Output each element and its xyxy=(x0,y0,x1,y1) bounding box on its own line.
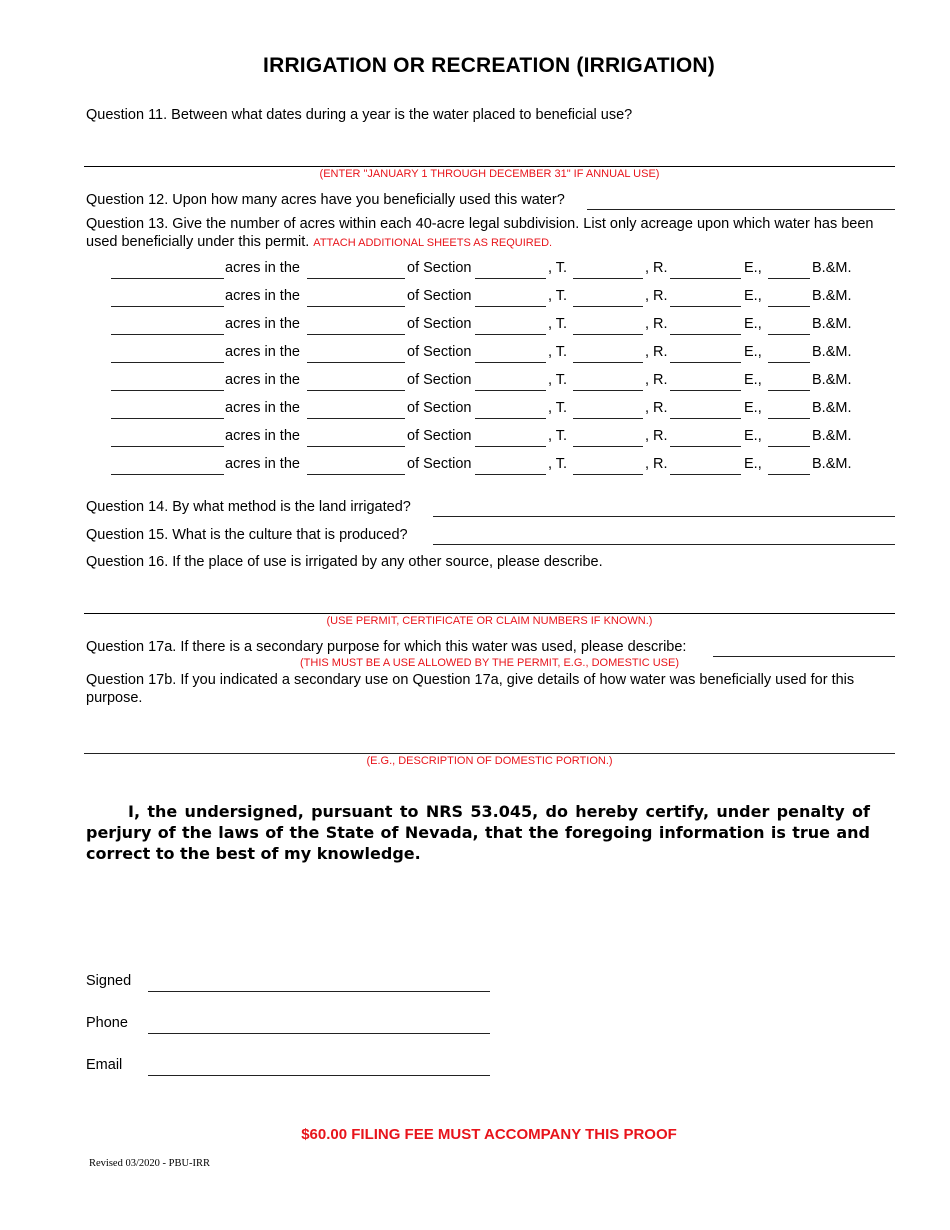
acres-field[interactable] xyxy=(111,278,224,279)
row-label-section: of Section xyxy=(407,400,472,416)
row-label-section: of Section xyxy=(407,344,472,360)
question-12-answer-line[interactable] xyxy=(587,209,895,210)
subdivision-field[interactable] xyxy=(307,278,405,279)
township-field[interactable] xyxy=(573,278,643,279)
row-label-section: of Section xyxy=(407,288,472,304)
row-label-acres: acres in the xyxy=(225,260,300,276)
row-label-east: E., xyxy=(744,456,762,472)
row-label-east: E., xyxy=(744,288,762,304)
row-label-township: , T. xyxy=(548,344,568,360)
question-11-answer-line[interactable] xyxy=(84,166,895,167)
subdivision-field[interactable] xyxy=(307,334,405,335)
row-label-township: , T. xyxy=(548,400,568,416)
row-label-township: , T. xyxy=(548,456,568,472)
township-field[interactable] xyxy=(573,390,643,391)
row-label-acres: acres in the xyxy=(225,316,300,332)
phone-field[interactable] xyxy=(148,1033,490,1034)
east-field[interactable] xyxy=(768,334,810,335)
row-label-meridian: B.&M. xyxy=(812,260,852,276)
row-label-meridian: B.&M. xyxy=(812,372,852,388)
row-label-township: , T. xyxy=(548,372,568,388)
row-label-range: , R. xyxy=(645,428,668,444)
question-17b-note: (E.G., DESCRIPTION OF DOMESTIC PORTION.) xyxy=(366,755,613,767)
question-14: Question 14. By what method is the land irrigated? xyxy=(86,499,411,515)
row-label-township: , T. xyxy=(548,316,568,332)
question-15: Question 15. What is the culture that is produced? xyxy=(86,527,408,543)
row-label-east: E., xyxy=(744,344,762,360)
row-label-acres: acres in the xyxy=(225,456,300,472)
section-field[interactable] xyxy=(475,418,546,419)
acres-field[interactable] xyxy=(111,334,224,335)
question-17b-answer-line[interactable] xyxy=(84,753,895,754)
row-label-meridian: B.&M. xyxy=(812,288,852,304)
question-17a: Question 17a. If there is a secondary purpose for which this water was used, please describe: xyxy=(86,639,687,655)
acres-field[interactable] xyxy=(111,306,224,307)
row-label-range: , R. xyxy=(645,456,668,472)
question-11-note: (ENTER "JANUARY 1 THROUGH DECEMBER 31" IF ANNUAL USE) xyxy=(319,168,660,180)
range-field[interactable] xyxy=(670,446,741,447)
question-16: Question 16. If the place of use is irrigated by any other source, please describe. xyxy=(86,554,603,570)
township-field[interactable] xyxy=(573,474,643,475)
row-label-meridian: B.&M. xyxy=(812,344,852,360)
east-field[interactable] xyxy=(768,418,810,419)
signed-label: Signed xyxy=(86,973,132,989)
question-13-text: Question 13. Give the number of acres within each 40-acre legal subdivision. List only acreage upon which water has been used beneficially under this permit. xyxy=(86,216,874,250)
range-field[interactable] xyxy=(670,418,741,419)
acres-field[interactable] xyxy=(111,474,224,475)
section-field[interactable] xyxy=(475,446,546,447)
question-12: Question 12. Upon how many acres have you beneficially used this water? xyxy=(86,192,565,208)
east-field[interactable] xyxy=(768,474,810,475)
section-field[interactable] xyxy=(475,306,546,307)
range-field[interactable] xyxy=(670,334,741,335)
subdivision-field[interactable] xyxy=(307,306,405,307)
section-field[interactable] xyxy=(475,278,546,279)
row-label-acres: acres in the xyxy=(225,344,300,360)
section-field[interactable] xyxy=(475,390,546,391)
row-label-range: , R. xyxy=(645,372,668,388)
question-15-answer-line[interactable] xyxy=(433,544,895,545)
subdivision-field[interactable] xyxy=(307,390,405,391)
question-11: Question 11. Between what dates during a year is the water placed to beneficial use? xyxy=(86,107,633,123)
row-label-section: of Section xyxy=(407,260,472,276)
row-label-east: E., xyxy=(744,316,762,332)
page-title: IRRIGATION OR RECREATION (IRRIGATION) xyxy=(263,54,715,77)
row-label-acres: acres in the xyxy=(225,372,300,388)
row-label-east: E., xyxy=(744,400,762,416)
subdivision-field[interactable] xyxy=(307,474,405,475)
subdivision-field[interactable] xyxy=(307,362,405,363)
filing-fee-notice: $60.00 FILING FEE MUST ACCOMPANY THIS PROOF xyxy=(301,1126,677,1143)
row-label-acres: acres in the xyxy=(225,400,300,416)
township-field[interactable] xyxy=(573,362,643,363)
row-label-meridian: B.&M. xyxy=(812,428,852,444)
range-field[interactable] xyxy=(670,306,741,307)
township-field[interactable] xyxy=(573,334,643,335)
row-label-section: of Section xyxy=(407,372,472,388)
row-label-township: , T. xyxy=(548,288,568,304)
subdivision-field[interactable] xyxy=(307,446,405,447)
question-13-note: ATTACH ADDITIONAL SHEETS AS REQUIRED. xyxy=(313,237,553,249)
email-label: Email xyxy=(86,1057,123,1073)
acres-field[interactable] xyxy=(111,390,224,391)
row-label-acres: acres in the xyxy=(225,288,300,304)
township-field[interactable] xyxy=(573,418,643,419)
question-17b: Question 17b. If you indicated a secondary use on Question 17a, give details of how water was beneficially used for this purpose. xyxy=(86,672,855,706)
certification-text: I, the undersigned, pursuant to NRS 53.045, do hereby certify, under penalty of perjury of the laws of the State of Nevada, that the foregoing information is true and correct to the best of my knowledge. xyxy=(86,802,870,863)
row-label-township: , T. xyxy=(548,428,568,444)
section-field[interactable] xyxy=(475,474,546,475)
row-label-east: E., xyxy=(744,260,762,276)
east-field[interactable] xyxy=(768,278,810,279)
acres-field[interactable] xyxy=(111,418,224,419)
range-field[interactable] xyxy=(670,390,741,391)
row-label-acres: acres in the xyxy=(225,428,300,444)
row-label-range: , R. xyxy=(645,344,668,360)
row-label-meridian: B.&M. xyxy=(812,316,852,332)
east-field[interactable] xyxy=(768,446,810,447)
question-16-answer-line[interactable] xyxy=(84,613,895,614)
row-label-range: , R. xyxy=(645,260,668,276)
acres-field[interactable] xyxy=(111,446,224,447)
question-14-answer-line[interactable] xyxy=(433,516,895,517)
row-label-section: of Section xyxy=(407,316,472,332)
township-field[interactable] xyxy=(573,446,643,447)
range-field[interactable] xyxy=(670,362,741,363)
row-label-meridian: B.&M. xyxy=(812,456,852,472)
section-field[interactable] xyxy=(475,334,546,335)
range-field[interactable] xyxy=(670,474,741,475)
row-label-range: , R. xyxy=(645,400,668,416)
row-label-range: , R. xyxy=(645,288,668,304)
row-label-section: of Section xyxy=(407,456,472,472)
east-field[interactable] xyxy=(768,390,810,391)
revision-footer: Revised 03/2020 - PBU-IRR xyxy=(89,1158,211,1169)
row-label-east: E., xyxy=(744,428,762,444)
row-label-meridian: B.&M. xyxy=(812,400,852,416)
range-field[interactable] xyxy=(670,278,741,279)
certification-statement xyxy=(86,801,870,864)
row-label-township: , T. xyxy=(548,260,568,276)
acres-field[interactable] xyxy=(111,362,224,363)
row-label-range: , R. xyxy=(645,316,668,332)
question-13 xyxy=(86,215,886,252)
township-field[interactable] xyxy=(573,306,643,307)
row-label-section: of Section xyxy=(407,428,472,444)
row-label-east: E., xyxy=(744,372,762,388)
phone-label: Phone xyxy=(86,1015,128,1031)
east-field[interactable] xyxy=(768,306,810,307)
email-field[interactable] xyxy=(148,1075,490,1076)
signed-field[interactable] xyxy=(148,991,490,992)
question-17a-note: (THIS MUST BE A USE ALLOWED BY THE PERMIT, E.G., DOMESTIC USE) xyxy=(300,657,679,669)
section-field[interactable] xyxy=(475,362,546,363)
subdivision-field[interactable] xyxy=(307,418,405,419)
question-16-note: (USE PERMIT, CERTIFICATE OR CLAIM NUMBERS IF KNOWN.) xyxy=(326,615,653,627)
east-field[interactable] xyxy=(768,362,810,363)
